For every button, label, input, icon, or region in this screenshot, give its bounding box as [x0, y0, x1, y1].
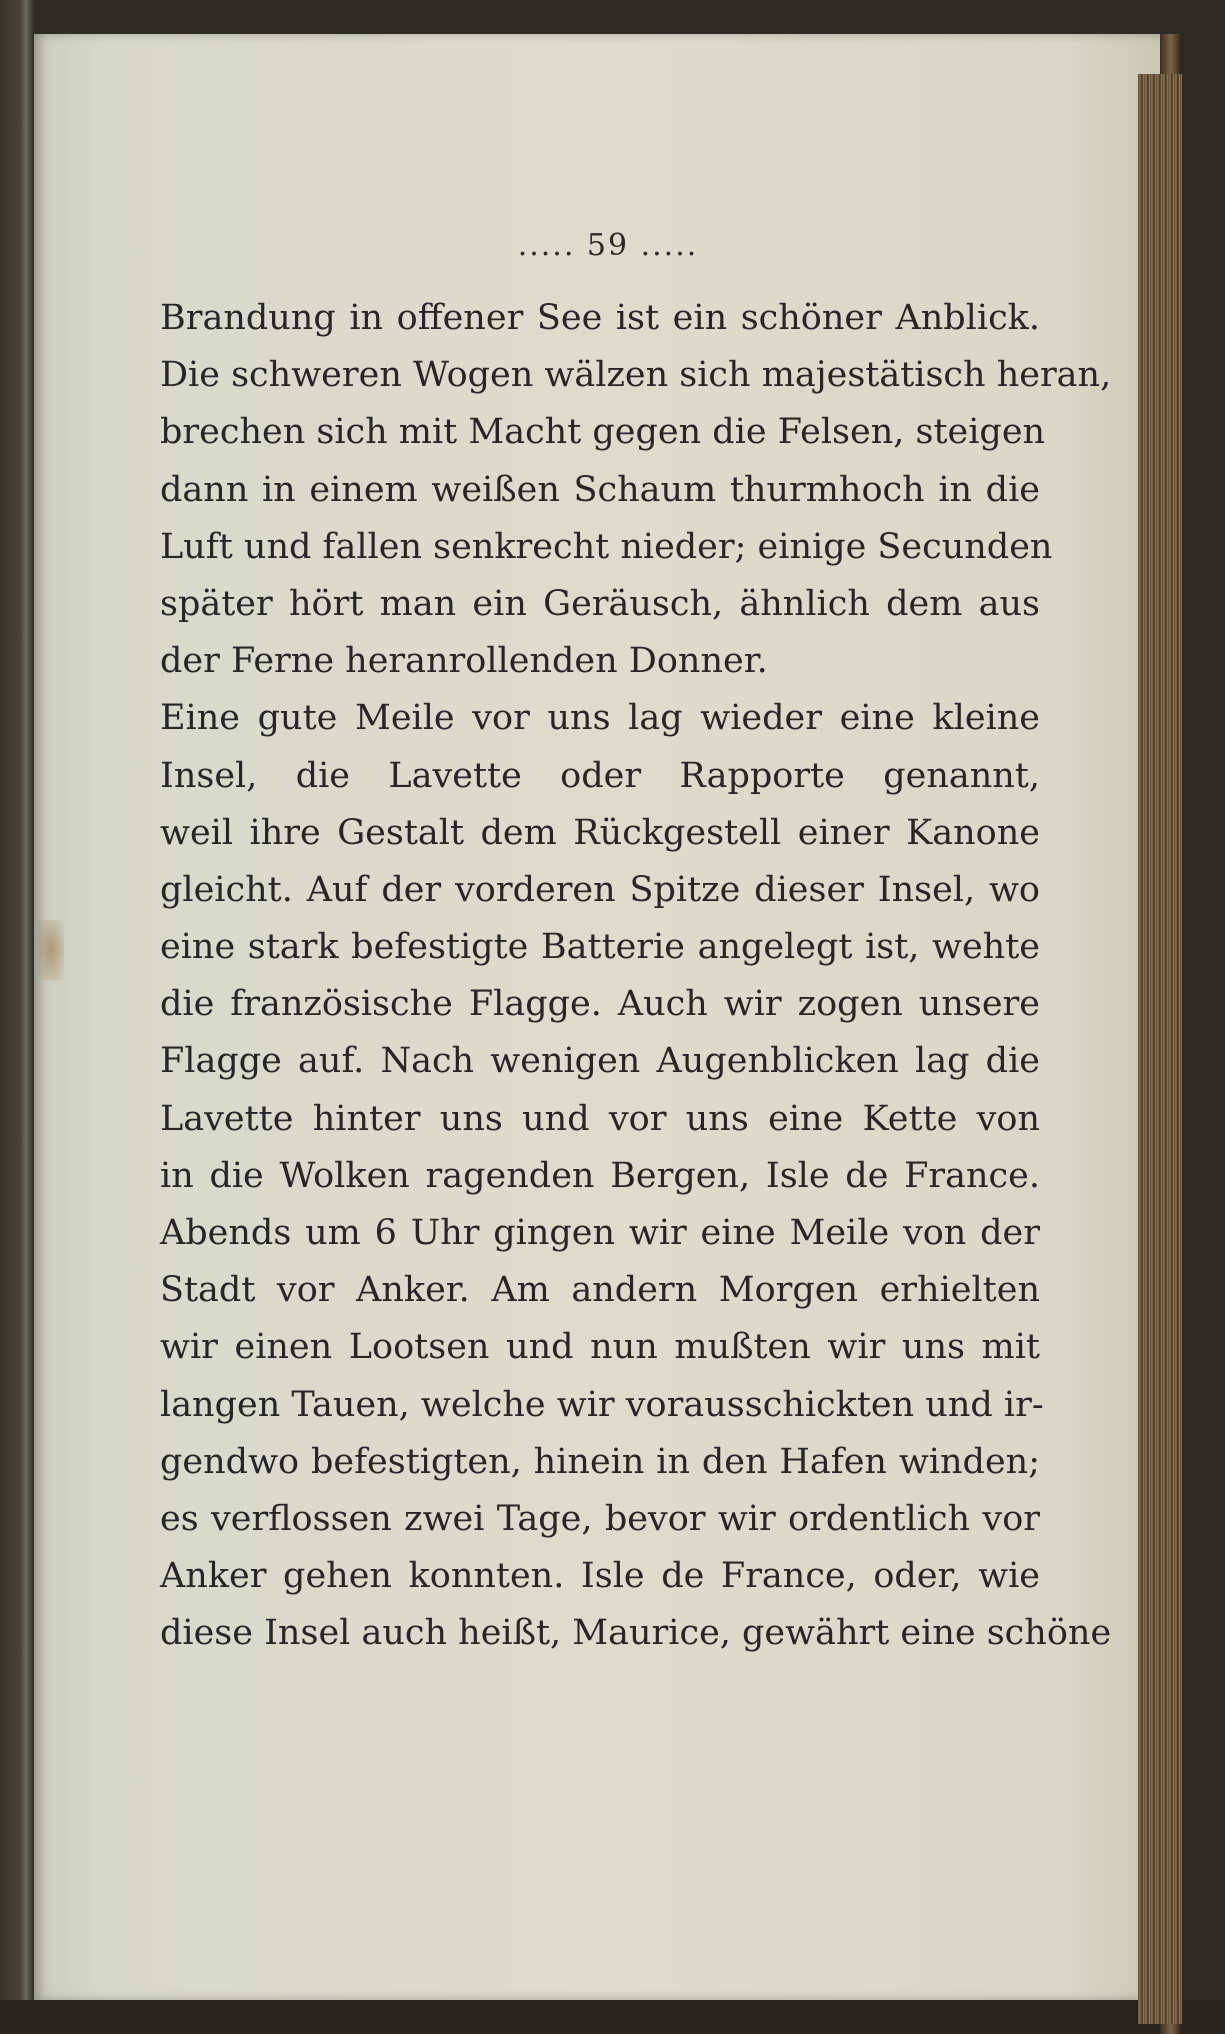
page-number-header: ..... 59 ..... [517, 228, 699, 263]
text-line: diese Insel auch heißt, Maurice, gewährt eine schöne [160, 1613, 1112, 1654]
text-line: brechen sich mit Macht gegen die Felsen, steigen [160, 412, 1046, 453]
text-line: Eine gute Meile vor uns lag wieder eine kleine [160, 698, 1040, 739]
text-line: gendwo befestigten, hinein in den Hafen winden; [160, 1441, 1040, 1482]
text-line: wir einen Lootsen und nun mußten wir uns mit [160, 1327, 1040, 1368]
text-line: Stadt vor Anker. Am andern Morgen erhielten [160, 1270, 1040, 1311]
text-line: der Ferne heranrollenden Donner. [160, 641, 768, 682]
text-line: Brandung in offener See ist ein schöner Anblick. [160, 298, 1040, 338]
text-line: die französische Flagge. Auch wir zogen unsere [160, 984, 1040, 1025]
text-line: Luft und fallen senkrecht nieder; einige Secunden [160, 526, 1053, 567]
text-line: Insel, die Lavette oder Rapporte genannt, [160, 755, 1040, 796]
text-line: in die Wolken ragenden Bergen, Isle de France. [160, 1155, 1040, 1196]
text-line: Lavette hinter uns und vor uns eine Kette von [160, 1098, 1040, 1139]
body-text [160, 290, 1112, 1663]
text-line: weil ihre Gestalt dem Rückgestell einer Kanone [160, 812, 1040, 853]
text-line: langen Tauen, welche wir vorausschickten und ir- [160, 1384, 1044, 1425]
text-line: Flagge auf. Nach wenigen Augenblicken lag die [160, 1041, 1040, 1082]
text-line: eine stark befestigte Batterie angelegt ist, wehte [160, 927, 1040, 968]
text-line: Anker gehen konnten. Isle de France, oder, wie [160, 1556, 1040, 1597]
text-line: Die schweren Wogen wälzen sich majestätisch heran, [160, 355, 1112, 396]
text-line: dann in einem weißen Schaum thurmhoch in die [160, 469, 1040, 510]
text-line: es verflossen zwei Tage, bevor wir ordentlich vor [160, 1498, 1040, 1539]
text-line: Abends um 6 Uhr gingen wir eine Meile von der [160, 1213, 1040, 1253]
page-edges [1138, 74, 1182, 2024]
paper-stain [38, 920, 64, 980]
text-line: später hört man ein Geräusch, ähnlich dem aus [160, 583, 1040, 624]
text-line: gleicht. Auf der vorderen Spitze dieser Insel, wo [160, 869, 1040, 910]
